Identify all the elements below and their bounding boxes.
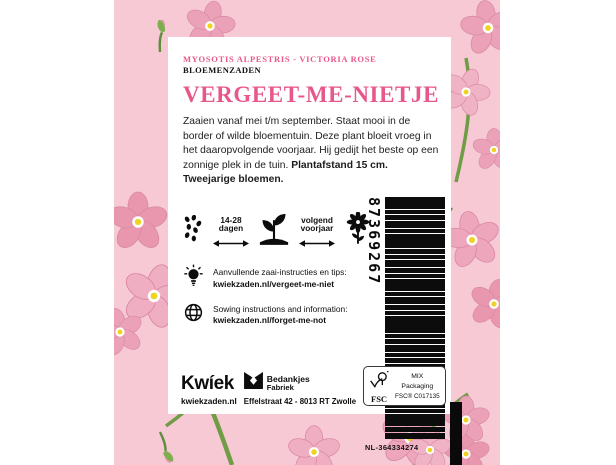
product-title: VERGEET-ME-NIETJE [183, 82, 440, 107]
fsc-tree-icon [369, 370, 389, 395]
brand-logo: Kwíek [181, 373, 234, 394]
barcode-digits: 87369267 [365, 197, 383, 286]
flowering-label: volgend voorjaar [300, 214, 334, 234]
footer-row [181, 366, 446, 407]
description-text: Zaaien vanaf mei t/m september. Staat mooi in de border of wilde bloementuin. Deze plant bloeit vroeg in het daaropvolgende voorjaar. Hij gedijt het beste op een zonnige plek in de tuin. Plantafstand 15 cm. Tweejarige bloemen. [183, 116, 439, 186]
tips-en-row [183, 302, 373, 328]
description-bold: Plantafstand 15 cm. Tweejarige bloemen. [183, 159, 388, 186]
fsc-label: FSC [371, 393, 388, 404]
lightbulb-icon [183, 264, 204, 293]
left-right-arrow-icon [299, 235, 335, 253]
seeds-icon [183, 215, 203, 247]
black-mark [450, 402, 462, 465]
tips-en-text: Sowing instructions and information: kwiekzaden.nl/forget-me-not [213, 303, 348, 326]
germination-label: 14-28 dagen [218, 214, 244, 234]
category-label: BLOEMENZADEN [183, 65, 262, 75]
timeline-row [183, 208, 371, 254]
tips-en-url: kwiekzaden.nl/forget-me-not [213, 315, 327, 326]
fsc-certificate [363, 366, 446, 407]
left-right-arrow-icon [213, 235, 249, 253]
latin-name: MYOSOTIS ALPESTRIS - VICTORIA ROSE [183, 54, 377, 64]
info-links [183, 264, 373, 328]
partner-name: Bedankjes Fabriek [266, 373, 310, 392]
fsc-text: MIX Packaging FSC® C017135 [395, 372, 440, 400]
address-text: Effelstraat 42 - 8013 RT Zwolle [243, 397, 357, 406]
packet-background [114, 0, 500, 465]
barcode-code: NL-364334274 [365, 443, 419, 453]
flowering-step [299, 209, 335, 253]
tips-nl-text: Aanvullende zaai-instructies en tips: kwiekzaden.nl/vergeet-me-niet [213, 267, 347, 289]
brand-url: kwiekzaden.nl [181, 396, 237, 406]
info-card [168, 37, 451, 453]
barcode-block [365, 197, 445, 452]
tips-nl-row [183, 264, 373, 293]
tips-nl-url: kwiekzaden.nl/vergeet-me-niet [213, 278, 335, 289]
brand-block [181, 374, 237, 406]
seedling-icon [259, 213, 289, 250]
bedankjes-fabriek-logo [244, 372, 263, 394]
globe-icon [183, 302, 204, 328]
germination-step [213, 209, 249, 253]
partner-block [244, 372, 356, 406]
